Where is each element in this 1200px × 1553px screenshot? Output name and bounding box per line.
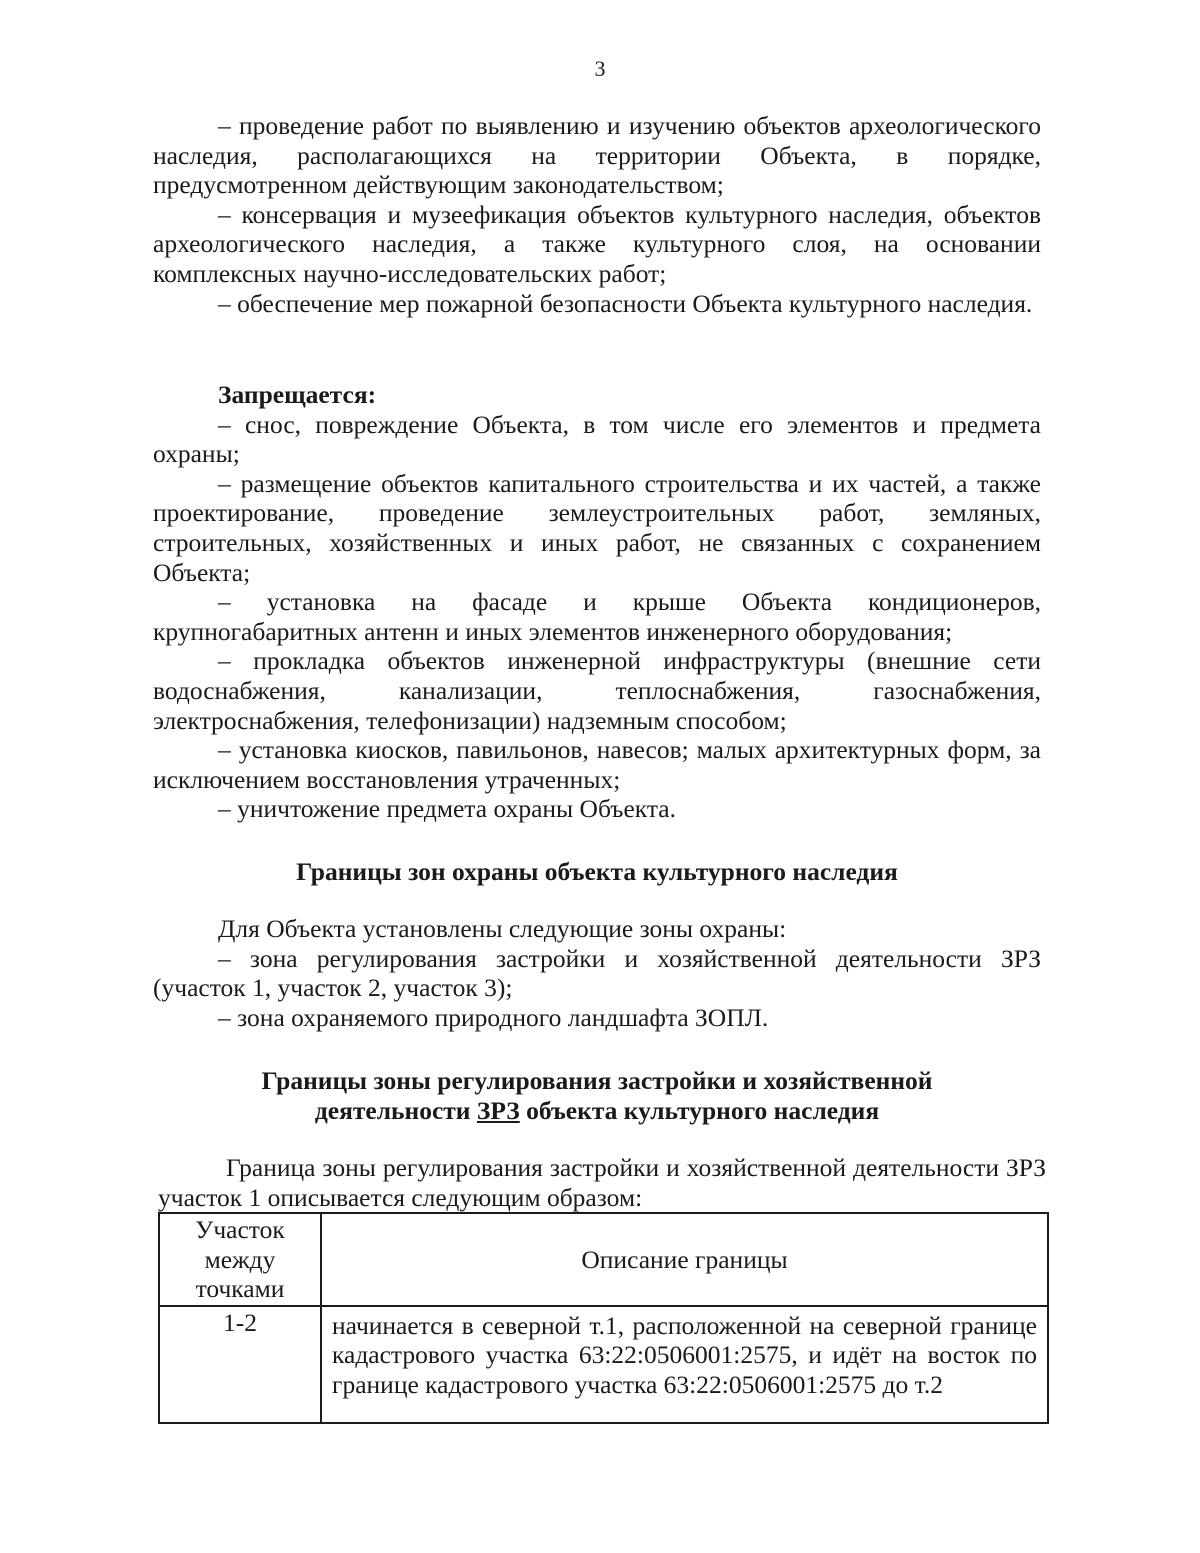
allowed-item: – консервация и музеефикация объектов культурного наследия, объектов археологического наследия, а также культурного слоя, на основании комплексных научно-исследовательских работ; (153, 199, 1041, 288)
zrz-intro: Граница зоны регулирования застройки и хозяйственной деятельности ЗРЗ участок 1 описывается следующим образом: (158, 1153, 1046, 1212)
prohibited-item: – снос, повреждение Объекта, в том числе его элементов и предмета охраны; (153, 409, 1041, 469)
zones-section-title: Границы зон охраны объекта культурного наследия (296, 857, 898, 886)
prohibited-item: – размещение объектов капитального строительства и их частей, а также проектирование, проведение землеустроительных работ, земляных, строительных, хозяйственных и иных работ, не связанных с сохранением Объекта; (153, 468, 1041, 587)
allowed-list (153, 111, 1041, 318)
zrz-abbreviation: ЗРЗ (476, 1095, 520, 1125)
header-description: Описание границы (321, 1213, 1048, 1306)
segment-cell: 1-2 (159, 1306, 321, 1423)
header-segment: Участок между точками (159, 1213, 321, 1306)
zone-item: – зона регулирования застройки и хозяйственной деятельности ЗРЗ (участок 1, участок 2, участок 3); (153, 943, 1041, 1003)
zrz-title-prefix: деятельности (314, 1095, 477, 1125)
prohibited-item: – установка киосков, павильонов, навесов; малых архитектурных форм, за исключением восстановления утраченных; (153, 735, 1041, 794)
table-header-row (159, 1213, 1048, 1306)
table-row (159, 1306, 1048, 1423)
zrz-intro-block (158, 1153, 1046, 1212)
allowed-item: – обеспечение мер пожарной безопасности Объекта культурного наследия. (218, 288, 1033, 318)
zrz-title-line1: Границы зоны регулирования застройки и хозяйственной (261, 1066, 933, 1095)
prohibited-block (153, 380, 1041, 824)
prohibited-item: – прокладка объектов инженерной инфраструктуры (внешние сети водоснабжения, канализации, теплоснабжения, газоснабжения, электроснабжения, телефонизации) надземным способом; (153, 646, 1041, 735)
description-cell (321, 1306, 1048, 1423)
boundary-description: начинается в северной т.1, расположенной на северной границе кадастрового участка 63:22:0506001:2575, и идёт на восток по границе кадастрового участка 63:22:0506001:2575 до т.2 (332, 1310, 1037, 1399)
zones-intro: Для Объекта установлены следующие зоны охраны: (218, 914, 787, 943)
prohibited-heading: Запрещается: (218, 380, 377, 409)
allowed-item: – проведение работ по выявлению и изучению объектов археологического наследия, располагающихся на территории Объекта, в порядке, предусмотренном действующим законодательством; (153, 111, 1041, 200)
zrz-title-suffix: объекта культурного наследия (519, 1095, 880, 1125)
zrz-title-line2 (153, 1096, 1041, 1126)
page-number: 3 (594, 56, 606, 81)
zone-item: – зона охраняемого природного ландшафта ЗОПЛ. (218, 1002, 769, 1032)
prohibited-item: – установка на фасаде и крыше Объекта кондиционеров, крупногабаритных антенн и иных элементов инженерного оборудования; (153, 587, 1041, 646)
prohibited-item: – уничтожение предмета охраны Объекта. (218, 794, 677, 824)
zrz-section-title (153, 1066, 1041, 1125)
zones-list (153, 914, 1041, 1032)
boundary-table (158, 1212, 1049, 1424)
